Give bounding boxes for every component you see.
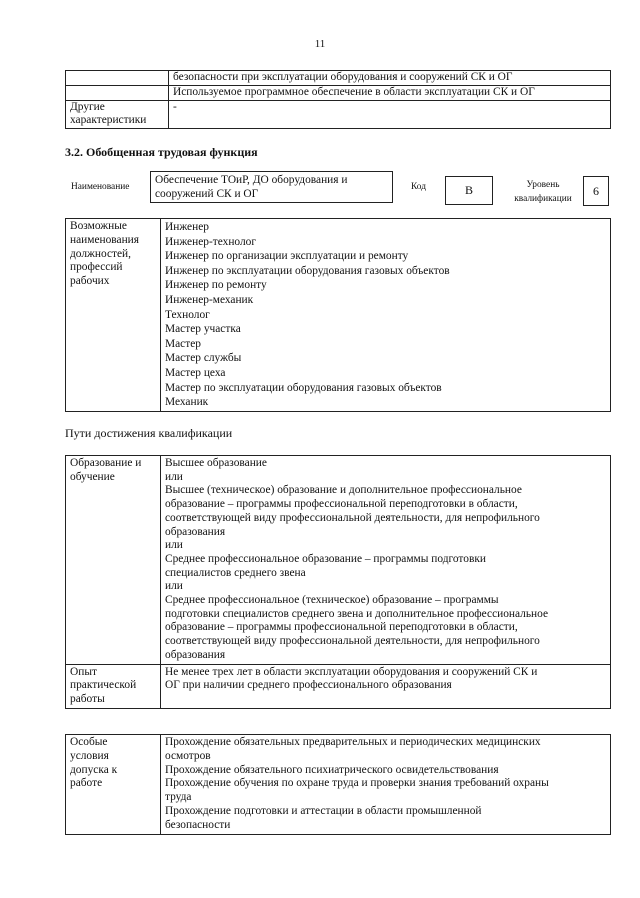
- professions-label: [66, 219, 161, 412]
- list-item: Механик: [165, 396, 209, 409]
- table-row: [66, 735, 611, 835]
- label-line: профессий: [70, 261, 123, 274]
- text-line: Не менее трех лет в области эксплуатации оборудования и сооружений СК и: [165, 665, 538, 678]
- professions-list: [161, 219, 611, 412]
- table-row: [66, 219, 611, 412]
- education-table: [65, 455, 611, 709]
- label-line: рабочих: [70, 275, 110, 288]
- table-row: [66, 100, 611, 129]
- label-line: Опыт: [70, 665, 97, 678]
- code-label: Код: [411, 182, 426, 192]
- page-number: 11: [314, 38, 326, 50]
- label-line: работы: [70, 693, 105, 706]
- list-item: Инженер-технолог: [165, 235, 257, 248]
- admission-table: [65, 734, 611, 835]
- text-line: Прохождение обязательного психиатрического освидетельствования: [165, 763, 499, 776]
- text-line: специалистов среднего звена: [165, 566, 306, 579]
- text-line: или: [165, 470, 183, 483]
- list-item: Инженер по ремонту: [165, 279, 267, 292]
- row-value: Используемое программное обеспечение в области эксплуатации СК и ОГ: [169, 85, 611, 100]
- characteristics-table: [65, 70, 611, 129]
- text-line: Прохождение обязательных предварительных и периодических медицинских: [165, 736, 541, 748]
- row-label: [66, 71, 169, 86]
- row-label: [66, 100, 169, 129]
- label-line: Другие: [70, 100, 105, 113]
- text-line: подготовки специалистов среднего звена и дополнительное профессиональное: [165, 607, 549, 620]
- text-line: или: [165, 580, 183, 593]
- label-line: должностей,: [70, 247, 132, 260]
- text-line: Среднее профессиональное образование – программы подготовки: [165, 552, 486, 565]
- table-row: [66, 85, 611, 100]
- label-line: Образование и: [70, 457, 142, 469]
- label-line: условия: [70, 749, 109, 762]
- text-line: Среднее профессиональное (техническое) образование – программы: [165, 594, 499, 607]
- section-title: 3.2. Обобщенная трудовая функция: [65, 145, 258, 159]
- text-line: безопасности: [165, 818, 231, 831]
- list-item: Инженер по эксплуатации оборудования газовых объектов: [165, 264, 450, 277]
- text-line: Высшее образование: [165, 457, 267, 469]
- label-line: наименования: [70, 233, 140, 246]
- text-line: Высшее (техническое) образование и дополнительное профессиональное: [165, 484, 522, 497]
- list-item: Инженер-механик: [165, 293, 254, 306]
- admission-label: [66, 735, 161, 835]
- list-item: Мастер цеха: [165, 366, 226, 379]
- paths-title: Пути достижения квалификации: [65, 426, 233, 440]
- text-line: образование – программы профессиональной переподготовки в области,: [165, 621, 518, 634]
- text-line: соответствующей виду профессиональной деятельности, для непрофильного: [165, 635, 540, 648]
- list-item: Мастер службы: [165, 352, 242, 365]
- experience-label: [66, 664, 161, 708]
- row-label: [66, 85, 169, 100]
- list-item: Инженер по организации эксплуатации и ремонту: [165, 250, 409, 263]
- level-label-line: квалификации: [514, 194, 572, 204]
- text-line: соответствующей виду профессиональной деятельности, для непрофильного: [165, 511, 540, 524]
- row-value: безопасности при эксплуатации оборудования и сооружений СК и ОГ: [169, 71, 611, 86]
- text-line: осмотров: [165, 749, 211, 762]
- list-item: Мастер участка: [165, 323, 241, 336]
- text-line: образования: [165, 525, 226, 538]
- label-line: Особые: [70, 736, 108, 748]
- level-label-line: Уровень: [526, 180, 560, 190]
- table-row: [66, 456, 611, 665]
- admission-text: [161, 735, 611, 835]
- text-line: образование – программы профессиональной переподготовки в области,: [165, 498, 518, 511]
- education-label: [66, 456, 161, 665]
- label-line: работе: [70, 777, 103, 790]
- table-row: [66, 664, 611, 708]
- list-item: Технолог: [165, 308, 210, 321]
- level-box: 6: [583, 176, 609, 206]
- professions-table: [65, 218, 611, 412]
- name-label: Наименование: [71, 182, 130, 192]
- education-text: [161, 456, 611, 665]
- text-line: труда: [165, 791, 192, 804]
- text-line: ОГ при наличии среднего профессионального образования: [165, 679, 452, 692]
- table-row: [66, 71, 611, 86]
- text-line: Прохождение обучения по охране труда и проверки знания требований охраны: [165, 777, 549, 790]
- text-line: или: [165, 539, 183, 552]
- label-line: обучение: [70, 470, 115, 483]
- label-line: Возможные: [70, 220, 127, 232]
- row-value: -: [169, 100, 611, 129]
- level-label: [507, 178, 579, 206]
- list-item: Мастер по эксплуатации оборудования газовых объектов: [165, 381, 442, 394]
- code-box: B: [445, 176, 493, 205]
- text-line: Прохождение подготовки и аттестации в области промышленной: [165, 804, 482, 817]
- function-name-box: Обеспечение ТОиР, ДО оборудования и сооружений СК и ОГ: [150, 171, 393, 203]
- text-line: образования: [165, 648, 226, 661]
- label-line: характеристики: [70, 114, 147, 127]
- list-item: Мастер: [165, 337, 201, 350]
- experience-text: [161, 664, 611, 708]
- label-line: допуска к: [70, 763, 118, 776]
- list-item: Инженер: [165, 221, 209, 233]
- label-line: практической: [70, 679, 137, 692]
